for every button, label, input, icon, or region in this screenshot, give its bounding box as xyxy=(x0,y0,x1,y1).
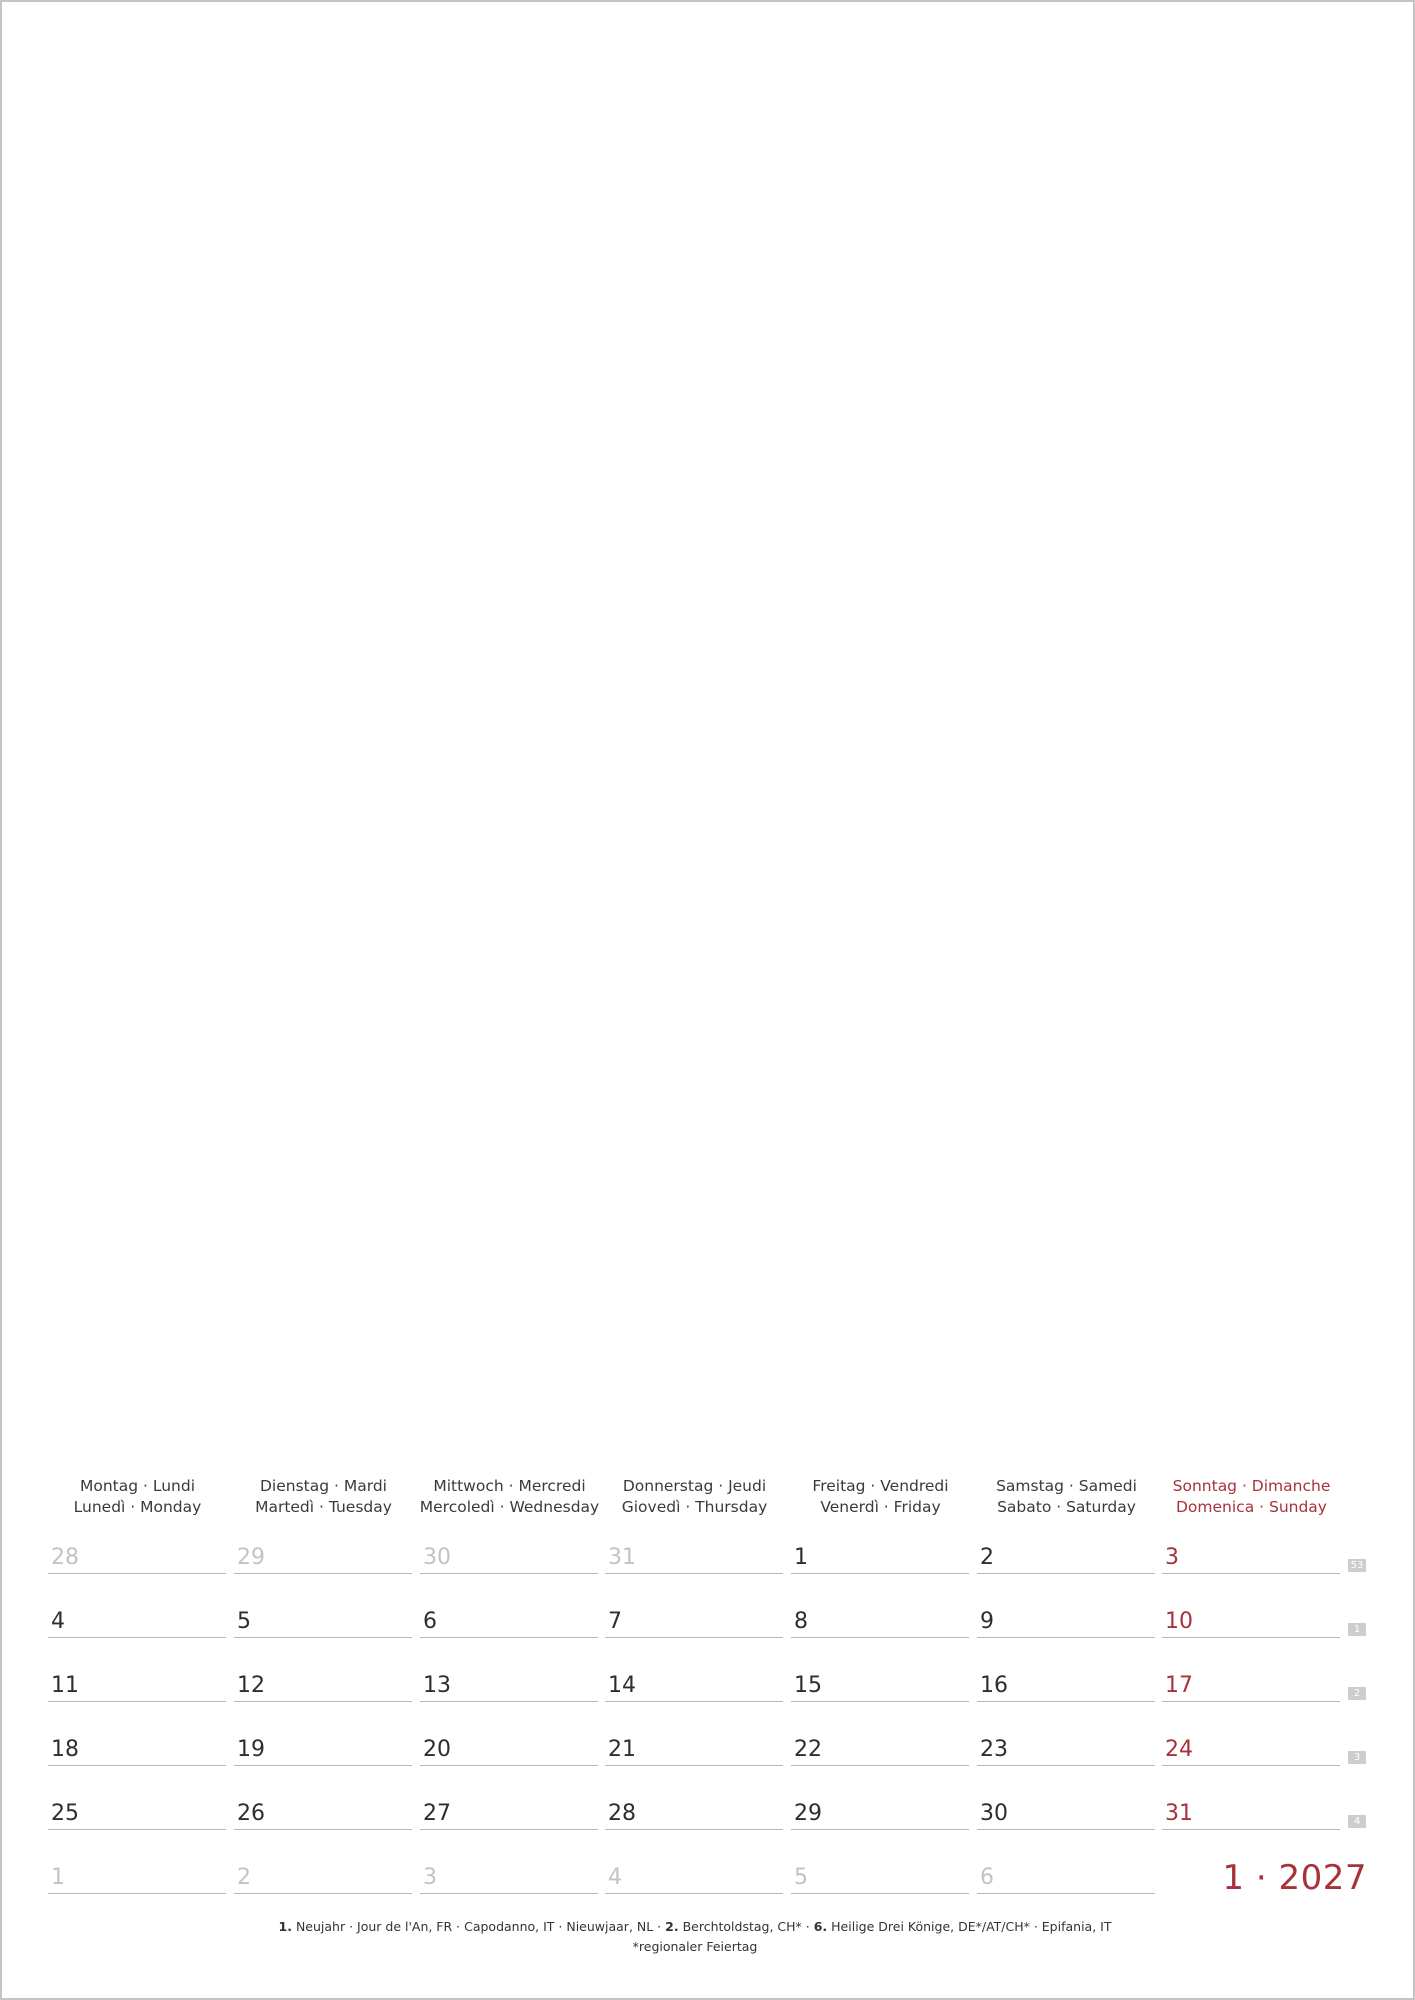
day-cell xyxy=(605,1539,783,1574)
day-number: 5 xyxy=(794,1865,808,1890)
day-number: 31 xyxy=(1165,1801,1193,1826)
weekday-header-line1: Dienstag · Mardi xyxy=(260,1477,387,1495)
day-number: 23 xyxy=(980,1737,1008,1762)
weekday-header-line1: Freitag · Vendredi xyxy=(812,1477,949,1495)
day-number: 11 xyxy=(51,1673,79,1698)
holiday-footnote: *regionaler Feiertag xyxy=(632,1939,758,1954)
day-number: 2 xyxy=(237,1865,251,1890)
month-year-label: 1 · 2027 xyxy=(1222,1858,1367,1898)
holiday-text: Berchtoldstag, CH* · xyxy=(682,1919,814,1934)
photo-area xyxy=(4,4,1415,1444)
day-cell xyxy=(977,1603,1155,1638)
weekday-header-line1: Sonntag · Dimanche xyxy=(1172,1477,1331,1495)
day-number: 4 xyxy=(608,1865,622,1890)
day-number: 29 xyxy=(237,1545,265,1570)
day-number: 28 xyxy=(51,1545,79,1570)
day-number: 9 xyxy=(980,1609,994,1634)
day-cell xyxy=(234,1667,412,1702)
day-number: 18 xyxy=(51,1737,79,1762)
day-number: 20 xyxy=(423,1737,451,1762)
day-number: 3 xyxy=(423,1865,437,1890)
day-cell xyxy=(1162,1731,1340,1766)
weekday-header-line1: Samstag · Samedi xyxy=(996,1477,1137,1495)
weekday-header-line2: Venerdì · Friday xyxy=(820,1498,941,1516)
day-cell xyxy=(977,1731,1155,1766)
day-number: 27 xyxy=(423,1801,451,1826)
day-cell xyxy=(234,1859,412,1894)
day-cell xyxy=(420,1539,598,1574)
day-cell xyxy=(605,1603,783,1638)
day-number: 25 xyxy=(51,1801,79,1826)
day-number: 31 xyxy=(608,1545,636,1570)
day-cell xyxy=(791,1731,969,1766)
holiday-day: 2. xyxy=(665,1919,679,1934)
weekday-header xyxy=(231,1476,416,1518)
day-number: 21 xyxy=(608,1737,636,1762)
day-cell xyxy=(48,1603,226,1638)
day-number: 22 xyxy=(794,1737,822,1762)
day-number: 14 xyxy=(608,1673,636,1698)
week-number-badge: 3 xyxy=(1348,1751,1366,1764)
holiday-day: 6. xyxy=(813,1919,828,1934)
day-number: 1 xyxy=(794,1545,808,1570)
weekday-header-line2: Mercoledì · Wednesday xyxy=(419,1498,600,1516)
day-number: 3 xyxy=(1165,1545,1179,1570)
week-number-badge: 1 xyxy=(1348,1623,1366,1636)
day-cell xyxy=(791,1539,969,1574)
day-cell xyxy=(977,1859,1155,1894)
weekday-header xyxy=(974,1476,1159,1518)
day-cell xyxy=(605,1795,783,1830)
day-cell xyxy=(605,1667,783,1702)
day-cell xyxy=(791,1859,969,1894)
weekday-header-line1: Donnerstag · Jeudi xyxy=(622,1477,767,1495)
day-number: 1 xyxy=(51,1865,65,1890)
day-number: 24 xyxy=(1165,1737,1193,1762)
day-cell xyxy=(48,1539,226,1574)
weekday-header-line2: Sabato · Saturday xyxy=(997,1498,1136,1516)
weekday-header-line2: Giovedì · Thursday xyxy=(621,1498,768,1516)
weekday-header xyxy=(788,1476,973,1518)
week-number-badge: 53 xyxy=(1348,1559,1366,1572)
day-number: 29 xyxy=(794,1801,822,1826)
weekday-header-line2: Domenica · Sunday xyxy=(1176,1498,1327,1516)
day-number: 13 xyxy=(423,1673,451,1698)
day-cell xyxy=(1162,1667,1340,1702)
day-cell xyxy=(605,1731,783,1766)
day-cell xyxy=(791,1795,969,1830)
day-number: 17 xyxy=(1165,1673,1193,1698)
weekday-header xyxy=(417,1476,602,1518)
day-number: 19 xyxy=(237,1737,265,1762)
holiday-list xyxy=(0,1917,1390,1937)
day-cell xyxy=(420,1603,598,1638)
day-cell xyxy=(1162,1603,1340,1638)
day-cell xyxy=(605,1859,783,1894)
day-number: 16 xyxy=(980,1673,1008,1698)
weekday-header-line1: Montag · Lundi xyxy=(79,1477,196,1495)
day-cell xyxy=(234,1603,412,1638)
day-number: 26 xyxy=(237,1801,265,1826)
weekday-header xyxy=(1159,1476,1344,1518)
day-cell xyxy=(234,1795,412,1830)
day-number: 2 xyxy=(980,1545,994,1570)
day-number: 10 xyxy=(1165,1609,1193,1634)
week-number-badge: 2 xyxy=(1348,1687,1366,1700)
weekday-header-line1: Mittwoch · Mercredi xyxy=(433,1477,586,1495)
day-cell xyxy=(234,1539,412,1574)
day-number: 12 xyxy=(237,1673,265,1698)
weekday-header xyxy=(45,1476,230,1518)
day-cell xyxy=(234,1731,412,1766)
day-cell xyxy=(420,1859,598,1894)
weekday-headers xyxy=(0,1476,1415,1526)
day-cell xyxy=(1162,1795,1340,1830)
day-number: 15 xyxy=(794,1673,822,1698)
day-cell xyxy=(48,1859,226,1894)
day-number: 6 xyxy=(423,1609,437,1634)
day-cell xyxy=(977,1539,1155,1574)
holiday-day: 1. xyxy=(278,1919,292,1934)
day-cell xyxy=(48,1667,226,1702)
weekday-header-line2: Lunedì · Monday xyxy=(73,1498,202,1516)
day-number: 5 xyxy=(237,1609,251,1634)
day-cell xyxy=(420,1731,598,1766)
weekday-header xyxy=(602,1476,787,1518)
holiday-text: Neujahr · Jour de l'An, FR · Capodanno, IT · Nieuwjaar, NL · xyxy=(295,1919,666,1934)
day-cell xyxy=(791,1667,969,1702)
day-cell xyxy=(977,1795,1155,1830)
day-cell xyxy=(420,1795,598,1830)
day-number: 8 xyxy=(794,1609,808,1634)
day-number: 30 xyxy=(980,1801,1008,1826)
day-cell xyxy=(977,1667,1155,1702)
day-cell xyxy=(48,1795,226,1830)
week-number-badge: 4 xyxy=(1348,1815,1366,1828)
day-cell xyxy=(420,1667,598,1702)
day-number: 6 xyxy=(980,1865,994,1890)
day-number: 7 xyxy=(608,1609,622,1634)
day-number: 28 xyxy=(608,1801,636,1826)
weekday-header-line2: Martedì · Tuesday xyxy=(255,1498,392,1516)
day-cell xyxy=(48,1731,226,1766)
day-number: 4 xyxy=(51,1609,65,1634)
day-cell xyxy=(791,1603,969,1638)
day-cell xyxy=(1162,1539,1340,1574)
day-number: 30 xyxy=(423,1545,451,1570)
holiday-text: Heilige Drei Könige, DE*/AT/CH* · Epifania, IT xyxy=(831,1919,1112,1934)
